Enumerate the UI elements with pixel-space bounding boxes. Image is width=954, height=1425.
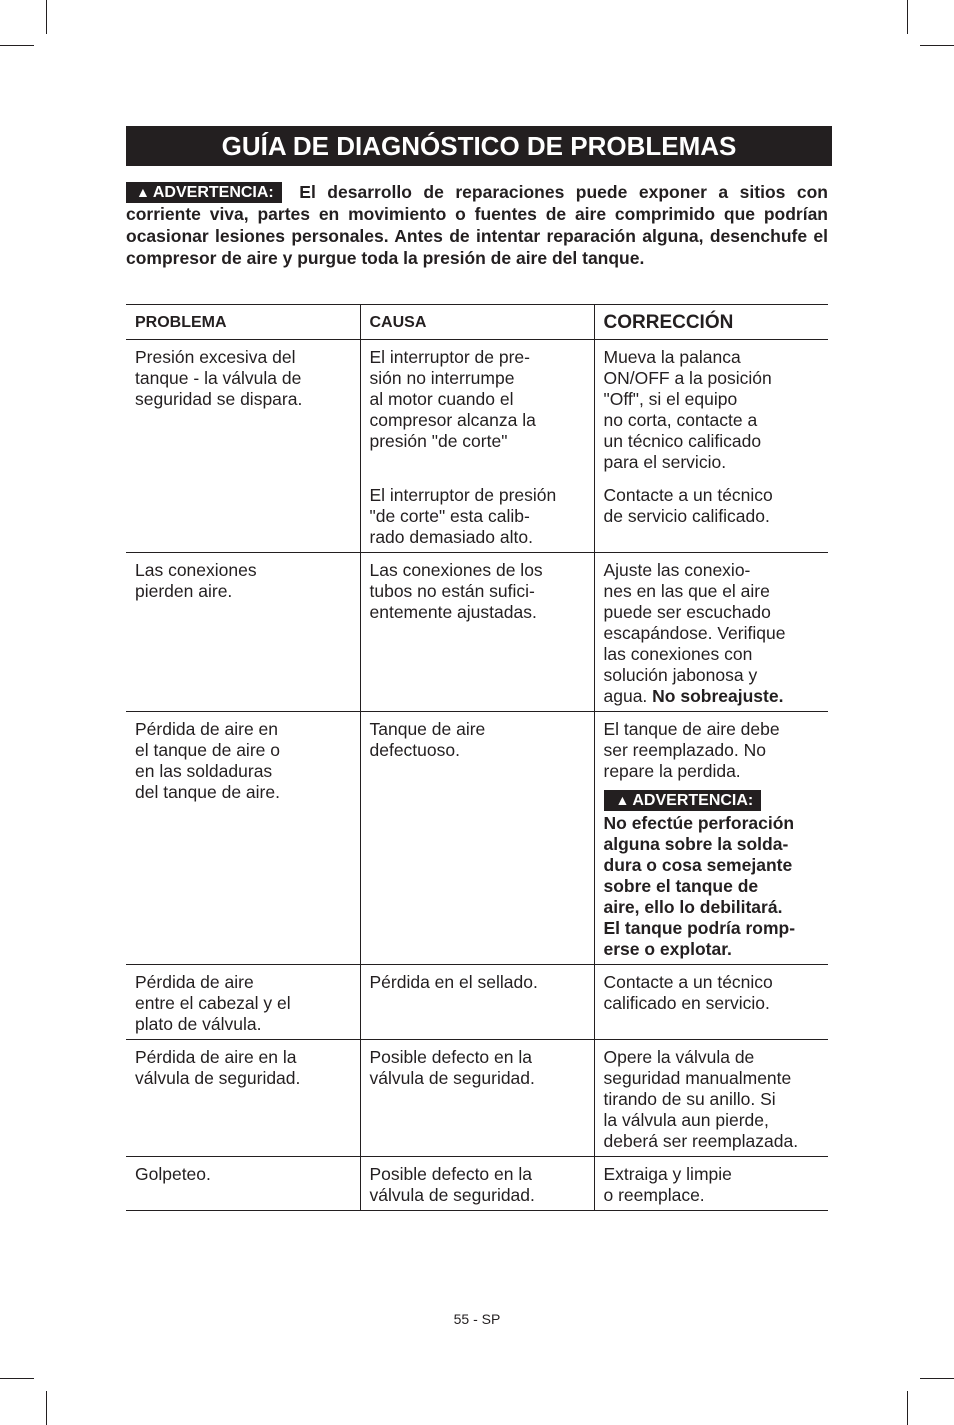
problem-cell	[126, 553, 360, 712]
text-line: Posible defecto en la	[369, 1047, 532, 1067]
crop-mark	[920, 45, 954, 46]
text-line: El tanque de aire debe	[603, 719, 780, 739]
text-line: Mueva la palanca	[603, 347, 741, 367]
header-cause: CAUSA	[360, 305, 594, 340]
table-row	[126, 340, 828, 553]
text-line: tubos no están sufici-	[369, 581, 535, 601]
text-line: deberá ser reemplazada.	[603, 1131, 799, 1151]
correction-cell	[594, 712, 828, 965]
text-line: escapándose. Verifique	[603, 623, 786, 643]
crop-mark	[907, 0, 908, 34]
text-line: seguridad manualmente	[603, 1068, 792, 1088]
text-line: Presión excesiva del	[135, 347, 296, 367]
warning-paragraph	[126, 181, 828, 269]
text-line: rado demasiado alto.	[369, 527, 533, 547]
table-row	[126, 553, 828, 712]
emphasis-text: No sobreajuste.	[652, 686, 784, 706]
text-line: El interruptor de presión	[369, 485, 557, 505]
table-row	[126, 712, 828, 965]
warning-badge	[126, 182, 282, 203]
cause-cell	[360, 712, 594, 965]
text-line: la válvula aun pierde,	[603, 1110, 769, 1130]
table-row	[126, 1040, 828, 1157]
correction-cell	[594, 340, 828, 553]
warning-badge-label: ADVERTENCIA:	[152, 184, 274, 201]
warning-triangle-icon: ▲	[615, 792, 630, 808]
warning-badge-label: ADVERTENCIA:	[632, 792, 754, 809]
text-line: Contacte a un técnico	[603, 485, 773, 505]
text-line: Tanque de aire	[369, 719, 486, 739]
text-line: puede ser escuchado	[603, 602, 771, 622]
header-problem: PROBLEMA	[126, 305, 360, 340]
text-line: "de corte" esta calib-	[369, 506, 530, 526]
text-line: El interruptor de pre-	[369, 347, 530, 367]
crop-mark	[0, 45, 34, 46]
text-line: repare la perdida.	[603, 761, 741, 781]
text-line: "Off", si el equipo	[603, 389, 738, 409]
warning-triangle-icon: ▲	[136, 184, 150, 200]
problem-cell	[126, 965, 360, 1040]
troubleshooting-table	[126, 304, 828, 1211]
text-line: un técnico calificado	[603, 431, 762, 451]
problem-cell	[126, 1040, 360, 1157]
text-line: Las conexiones de los	[369, 560, 543, 580]
page-number: 55 - SP	[453, 1311, 501, 1327]
table-row	[126, 965, 828, 1040]
problem-cell	[126, 712, 360, 965]
text-line: Ajuste las conexio-	[603, 560, 751, 580]
text-line: válvula de seguridad.	[369, 1068, 535, 1088]
text-line: seguridad se dispara.	[135, 389, 303, 409]
text-line: entre el cabezal y el	[135, 993, 291, 1013]
text-line: Posible defecto en la	[369, 1164, 532, 1184]
table-header-row	[126, 305, 828, 340]
correction-cell	[594, 553, 828, 712]
text-line: alguna sobre la solda-	[603, 834, 789, 854]
text-line: al motor cuando el	[369, 389, 514, 409]
text-line: tanque - la válvula de	[135, 368, 302, 388]
text-line: Opere la válvula de	[603, 1047, 755, 1067]
text-line: Pérdida de aire en	[135, 719, 279, 739]
page-title: GUÍA DE DIAGNÓSTICO DE PROBLEMAS	[126, 126, 832, 166]
text-line	[604, 686, 825, 707]
cause-cell	[360, 965, 594, 1040]
text-line: plato de válvula.	[135, 1014, 262, 1034]
text-line: pierden aire.	[135, 581, 233, 601]
cause-cell	[360, 1040, 594, 1157]
text-line: no corta, contacte a	[603, 410, 758, 430]
text-line: Contacte a un técnico	[603, 972, 773, 992]
text-line: ON/OFF a la posición	[603, 368, 772, 388]
correction-cell	[594, 1040, 828, 1157]
text-line: sión no interrumpe	[369, 368, 515, 388]
text-line: No efectúe perforación	[603, 813, 795, 833]
text-line: Extraiga y limpie	[603, 1164, 732, 1184]
cause-cell	[360, 553, 594, 712]
text-line: Pérdida de aire en la	[135, 1047, 297, 1067]
text-line: Las conexiones	[135, 560, 257, 580]
text-line: válvula de seguridad.	[369, 1185, 535, 1205]
text-line: aire, ello lo debilitará.	[603, 897, 783, 917]
text-line: de servicio calificado.	[603, 506, 770, 526]
crop-mark	[46, 0, 47, 34]
text-line: calificado en servicio.	[603, 993, 770, 1013]
text-line: defectuoso.	[369, 740, 460, 760]
text-line: Golpeteo.	[135, 1164, 211, 1184]
cause-cell	[360, 340, 594, 553]
text-line: dura o cosa semejante	[603, 855, 793, 875]
text-line: válvula de seguridad.	[135, 1068, 301, 1088]
warning-text: El desarrollo de reparaciones puede exponer a sitios con corriente viva, partes en movimiento o fuentes de aire comprimido que podrían ocasionar lesiones personales. Antes de intentar reparación alguna, desenchufe el compresor de aire y purgue toda la presión de aire del tanque.	[126, 182, 828, 268]
text-fragment: agua.	[603, 686, 648, 706]
table-row	[126, 1157, 828, 1211]
text-line: entemente ajustadas.	[369, 602, 537, 622]
text-line: del tanque de aire.	[135, 782, 280, 802]
text-line: en las soldaduras	[135, 761, 273, 781]
text-line: Pérdida de aire	[135, 972, 254, 992]
text-line: compresor alcanza la	[369, 410, 536, 430]
text-line: presión "de corte"	[369, 431, 508, 451]
problem-cell	[126, 1157, 360, 1211]
text-line: Pérdida en el sellado.	[369, 972, 538, 992]
warning-badge	[604, 790, 762, 811]
spacer	[604, 473, 825, 485]
crop-mark	[920, 1378, 954, 1379]
text-line: sobre el tanque de	[603, 876, 759, 896]
text-line: tirando de su anillo. Si	[603, 1089, 776, 1109]
text-line: ser reemplazado. No	[603, 740, 766, 760]
text-line: solución jabonosa y	[603, 665, 758, 685]
text-line: las conexiones con	[603, 644, 753, 664]
cause-cell	[360, 1157, 594, 1211]
text-line: nes en las que el aire	[603, 581, 770, 601]
header-correction: CORRECCIÓN	[594, 305, 828, 340]
problem-cell	[126, 340, 360, 553]
text-line: erse o explotar.	[603, 939, 732, 959]
text-line: El tanque podría romp-	[603, 918, 796, 938]
text-line: para el servicio.	[603, 452, 727, 472]
spacer	[370, 452, 590, 485]
crop-mark	[46, 1391, 47, 1425]
correction-cell	[594, 1157, 828, 1211]
crop-mark	[0, 1378, 34, 1379]
crop-mark	[907, 1391, 908, 1425]
text-line: el tanque de aire o	[135, 740, 280, 760]
text-line: o reemplace.	[603, 1185, 705, 1205]
correction-cell	[594, 965, 828, 1040]
